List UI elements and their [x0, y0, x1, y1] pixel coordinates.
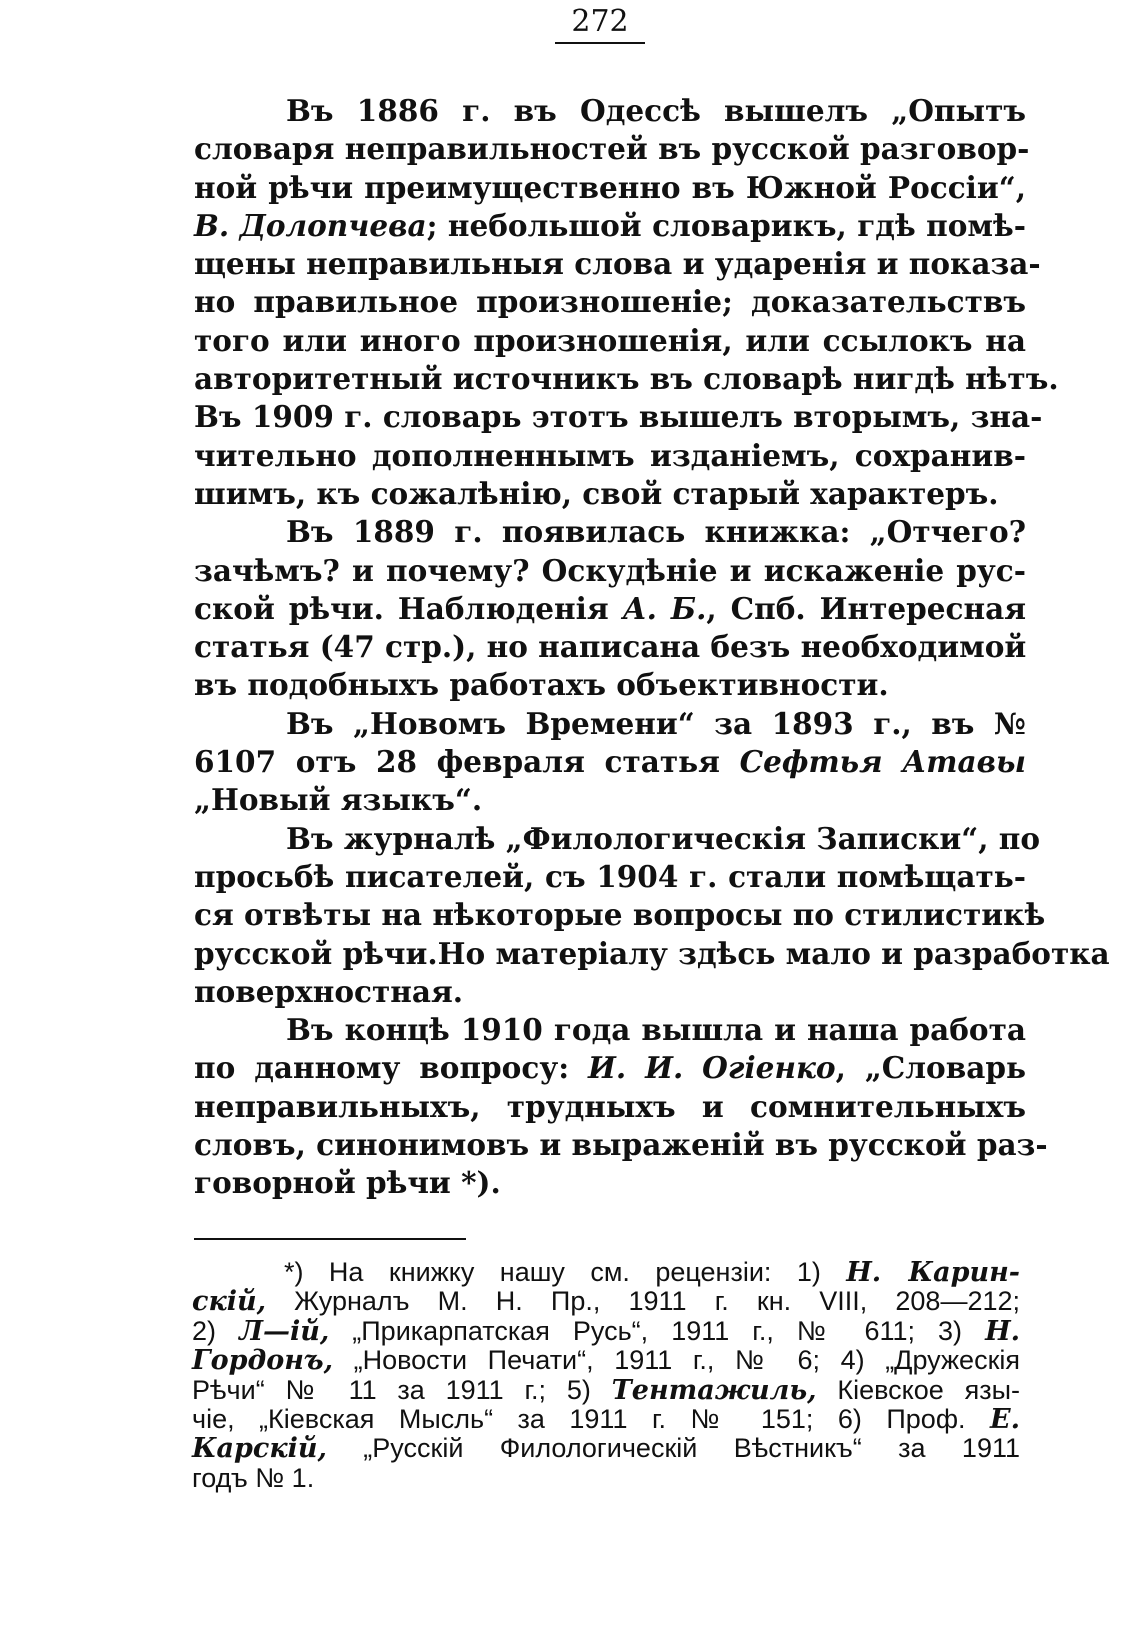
text-run: ; небольшой словарикъ, гдѣ помѣ- [426, 207, 1026, 243]
text-line [194, 781, 1026, 819]
text-line [194, 705, 1026, 743]
text-run: Журналъ М. Н. Пр., 1911 г. кн. VIII, 208—212; [266, 1286, 1020, 1317]
text-run: , Спб. Интересная [706, 590, 1027, 626]
text-run: поверхностная. [194, 973, 464, 1009]
text-run: , „Словарь [835, 1050, 1026, 1086]
text-line [194, 858, 1026, 896]
paragraph [194, 1011, 1048, 1202]
text-run: „Прикарпатская Русь“, 1911 г., № 611; 3) [329, 1315, 986, 1346]
text-line [192, 1405, 1020, 1434]
text-line [192, 1258, 1020, 1287]
text-line [194, 207, 1026, 245]
italic-name: Гордонъ, [192, 1345, 334, 1377]
footnotes [192, 1258, 1020, 1493]
text-run: годъ № 1. [192, 1462, 315, 1493]
paragraph [194, 705, 1026, 820]
text-run: по данному вопросу: [194, 1050, 589, 1086]
text-line [194, 973, 1026, 1011]
text-run: *) На книжку нашу см. рецензіи: 1) [284, 1257, 847, 1287]
text-run: ской рѣчи. Наблюденія [194, 590, 623, 626]
text-run: Въ „Новомъ Времени“ за 1893 г., въ № [286, 705, 1026, 741]
text-line [194, 896, 1046, 934]
paragraph [194, 513, 1026, 704]
text-run: Рѣчи“ № 11 за 1911 г.; 5) [192, 1374, 612, 1405]
text-line [192, 1317, 1020, 1346]
text-run: но правильное произношеніе; доказательствъ [194, 284, 1026, 320]
text-run: щены неправильныя слова и ударенія и показа- [194, 246, 1041, 282]
text-run: Въ журналѣ „Филологическія Записки“, по [286, 820, 1041, 856]
text-run: Въ концѣ 1910 года вышла и наша работа [286, 1012, 1026, 1048]
text-run: словъ, синонимовъ и выраженій въ русской раз- [194, 1127, 1048, 1163]
text-run: чительно дополненнымъ изданіемъ, сохранив- [194, 437, 1026, 473]
text-line [194, 1088, 1026, 1126]
text-line [194, 360, 1059, 398]
italic-name: скій, [192, 1286, 266, 1318]
text-run: неправильныхъ, трудныхъ и сомнительныхъ [194, 1088, 1026, 1124]
text-run: словаря неправильностей въ русской разговор- [194, 131, 1030, 167]
text-run: „Новости Печати“, 1911 г., № 6; 4) „Дружескія [333, 1345, 1020, 1376]
footnote-divider [194, 1238, 466, 1240]
text-line [194, 935, 1110, 973]
text-line [194, 666, 1026, 704]
text-line [194, 169, 1026, 207]
text-line [194, 590, 1026, 628]
text-run: просьбѣ писателей, съ 1904 г. стали помѣщать- [194, 858, 1026, 894]
text-run: Кіевское язы- [816, 1374, 1020, 1405]
text-run: зачѣмъ? и почему? Оскудѣніе и искаженіе рус- [194, 552, 1026, 588]
text-line [194, 513, 1026, 551]
text-line [194, 820, 1041, 858]
text-line [194, 437, 1026, 475]
italic-name: Н. [985, 1315, 1021, 1347]
text-run: Въ 1886 г. въ Одессѣ вышелъ „Опытъ [286, 93, 1026, 128]
paragraph [194, 820, 1110, 1011]
text-run: 2) [192, 1315, 240, 1346]
text-line [192, 1434, 1020, 1463]
text-run: говорной рѣчи *). [194, 1165, 501, 1201]
italic-name: В. Долопчева [194, 207, 427, 243]
text-run: „Русскій Филологическій Вѣстникъ“ за 1911 [326, 1433, 1020, 1464]
text-run: авторитетный источникъ въ словарѣ нигдѣ нѣтъ. [194, 361, 1059, 397]
body-text [194, 92, 1110, 1203]
page-number: 272 [555, 4, 645, 44]
text-line [194, 743, 1026, 781]
text-run: русской рѣчи.Но матеріалу здѣсь мало и разработка [194, 935, 1110, 971]
italic-name: Тентажиль, [611, 1374, 817, 1406]
text-line [194, 245, 1041, 283]
text-run: Въ 1909 г. словарь этотъ вышелъ вторымъ, зна- [194, 399, 1043, 435]
text-run: ной рѣчи преимущественно въ Южной Россіи“, [194, 169, 1026, 205]
text-line [194, 130, 1030, 168]
italic-name: Карскій, [192, 1433, 327, 1465]
italic-name: Л—ій, [239, 1315, 330, 1347]
text-line [194, 628, 1026, 666]
text-run: чіе, „Кіевская Мысль“ за 1911 г. № 151; 6) Проф. [192, 1404, 991, 1435]
text-run: шимъ, къ сожалѣнію, свой старый характеръ. [194, 475, 999, 511]
text-line [194, 552, 1026, 590]
italic-name: Сефтья Атавы [739, 744, 1027, 780]
text-run: ся отвѣты на нѣкоторые вопросы по стилистикѣ [194, 897, 1046, 933]
text-run: въ подобныхъ работахъ объективности. [194, 667, 889, 703]
text-line [192, 1464, 1020, 1493]
text-line [192, 1287, 1020, 1316]
text-run: „Новый языкъ“. [194, 782, 483, 818]
text-line [192, 1346, 1020, 1375]
text-line [194, 92, 1026, 130]
text-line [194, 398, 1043, 436]
text-line [194, 1011, 1026, 1049]
text-run: статья (47 стр.), но написана безъ необходимой [194, 629, 1027, 665]
text-run: Въ 1889 г. появилась книжка: „Отчего? [286, 514, 1026, 550]
text-line [192, 1376, 1020, 1405]
italic-name: А. Б. [622, 590, 707, 626]
text-line [194, 1049, 1026, 1087]
text-run: того или иного произношенія, или ссылокъ на [194, 322, 1026, 358]
paragraph [194, 92, 1059, 513]
italic-name: Н. Карин- [846, 1257, 1020, 1288]
text-line [194, 322, 1026, 360]
italic-name: И. И. Огіенко [588, 1050, 836, 1086]
text-line [194, 1126, 1048, 1164]
text-line [194, 283, 1026, 321]
text-run: 6107 отъ 28 февраля статья [194, 744, 740, 780]
text-line [194, 475, 1026, 513]
italic-name: Е. [990, 1404, 1020, 1436]
text-line [194, 1164, 1026, 1202]
